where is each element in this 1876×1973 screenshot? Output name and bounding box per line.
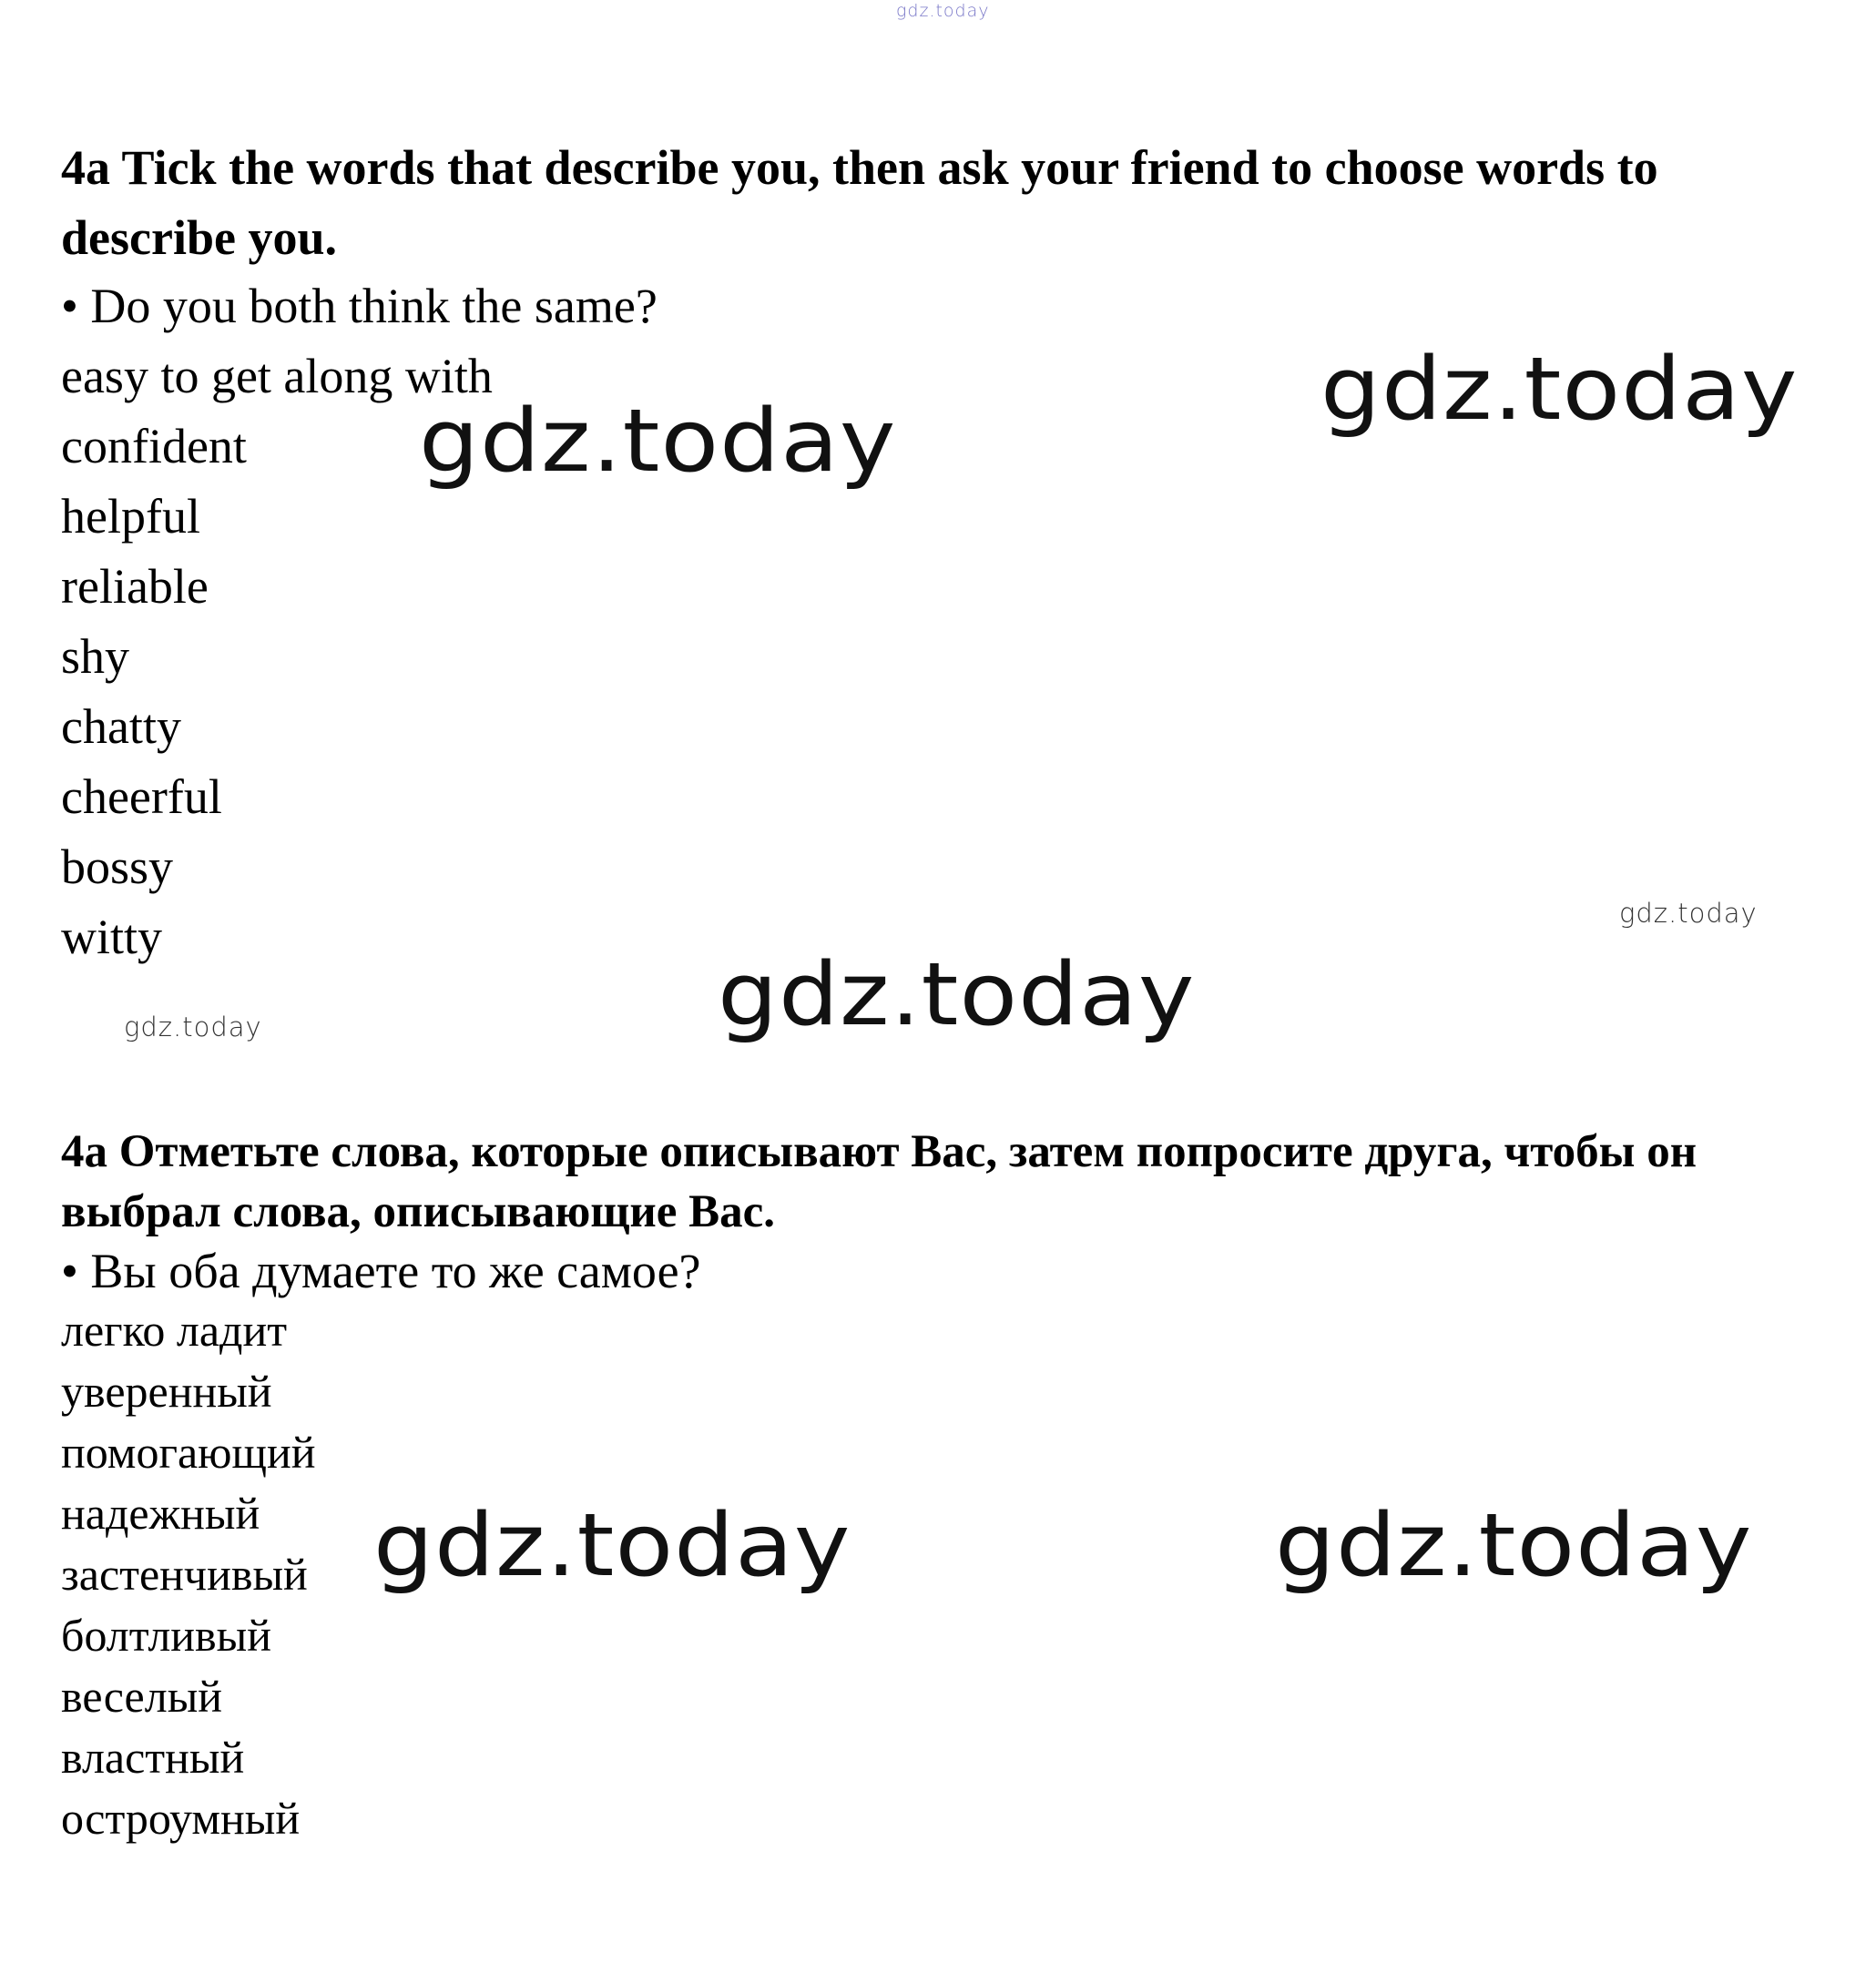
watermark: gdz.today (1275, 1493, 1753, 1597)
word-item: болтливый (61, 1610, 272, 1661)
word-item: легко ладит (61, 1305, 288, 1356)
russian-heading: 4a Отметьте слова, которые описывают Вас, затем попросите друга, чтобы он выбрал слова, описывающие Вас. (61, 1126, 1698, 1237)
word-item: застенчивый (61, 1549, 308, 1600)
word-item: помогающий (61, 1427, 316, 1478)
english-question: • Do you both think the same? (61, 279, 658, 333)
watermark: gdz.today (419, 389, 897, 493)
word-item: надежный (61, 1488, 260, 1539)
watermark-small: gdz.today (124, 1012, 262, 1042)
watermark: gdz.today (1320, 337, 1799, 441)
word-item: confident (61, 419, 247, 473)
watermark: gdz.today (373, 1493, 851, 1597)
word-item: cheerful (61, 769, 222, 824)
word-item: easy to get along with (61, 349, 493, 403)
russian-question: • Вы оба думаете то же самое? (61, 1244, 701, 1298)
word-item: веселый (61, 1671, 223, 1722)
word-item: witty (61, 910, 163, 964)
word-item: reliable (61, 559, 209, 614)
word-item: уверенный (61, 1366, 272, 1417)
word-item: helpful (61, 489, 200, 544)
word-item: остроумный (61, 1793, 301, 1844)
word-item: властный (61, 1732, 245, 1783)
russian-word-list (61, 1300, 316, 1849)
word-item: chatty (61, 699, 181, 754)
word-item: bossy (61, 839, 174, 894)
watermark-small: gdz.today (1619, 898, 1758, 929)
watermark-top: gdz.today (896, 1, 990, 21)
english-heading: 4a Tick the words that describe you, then ask your friend to choose words to describe you. (61, 140, 1658, 265)
word-item: shy (61, 629, 130, 684)
watermark: gdz.today (718, 942, 1196, 1046)
